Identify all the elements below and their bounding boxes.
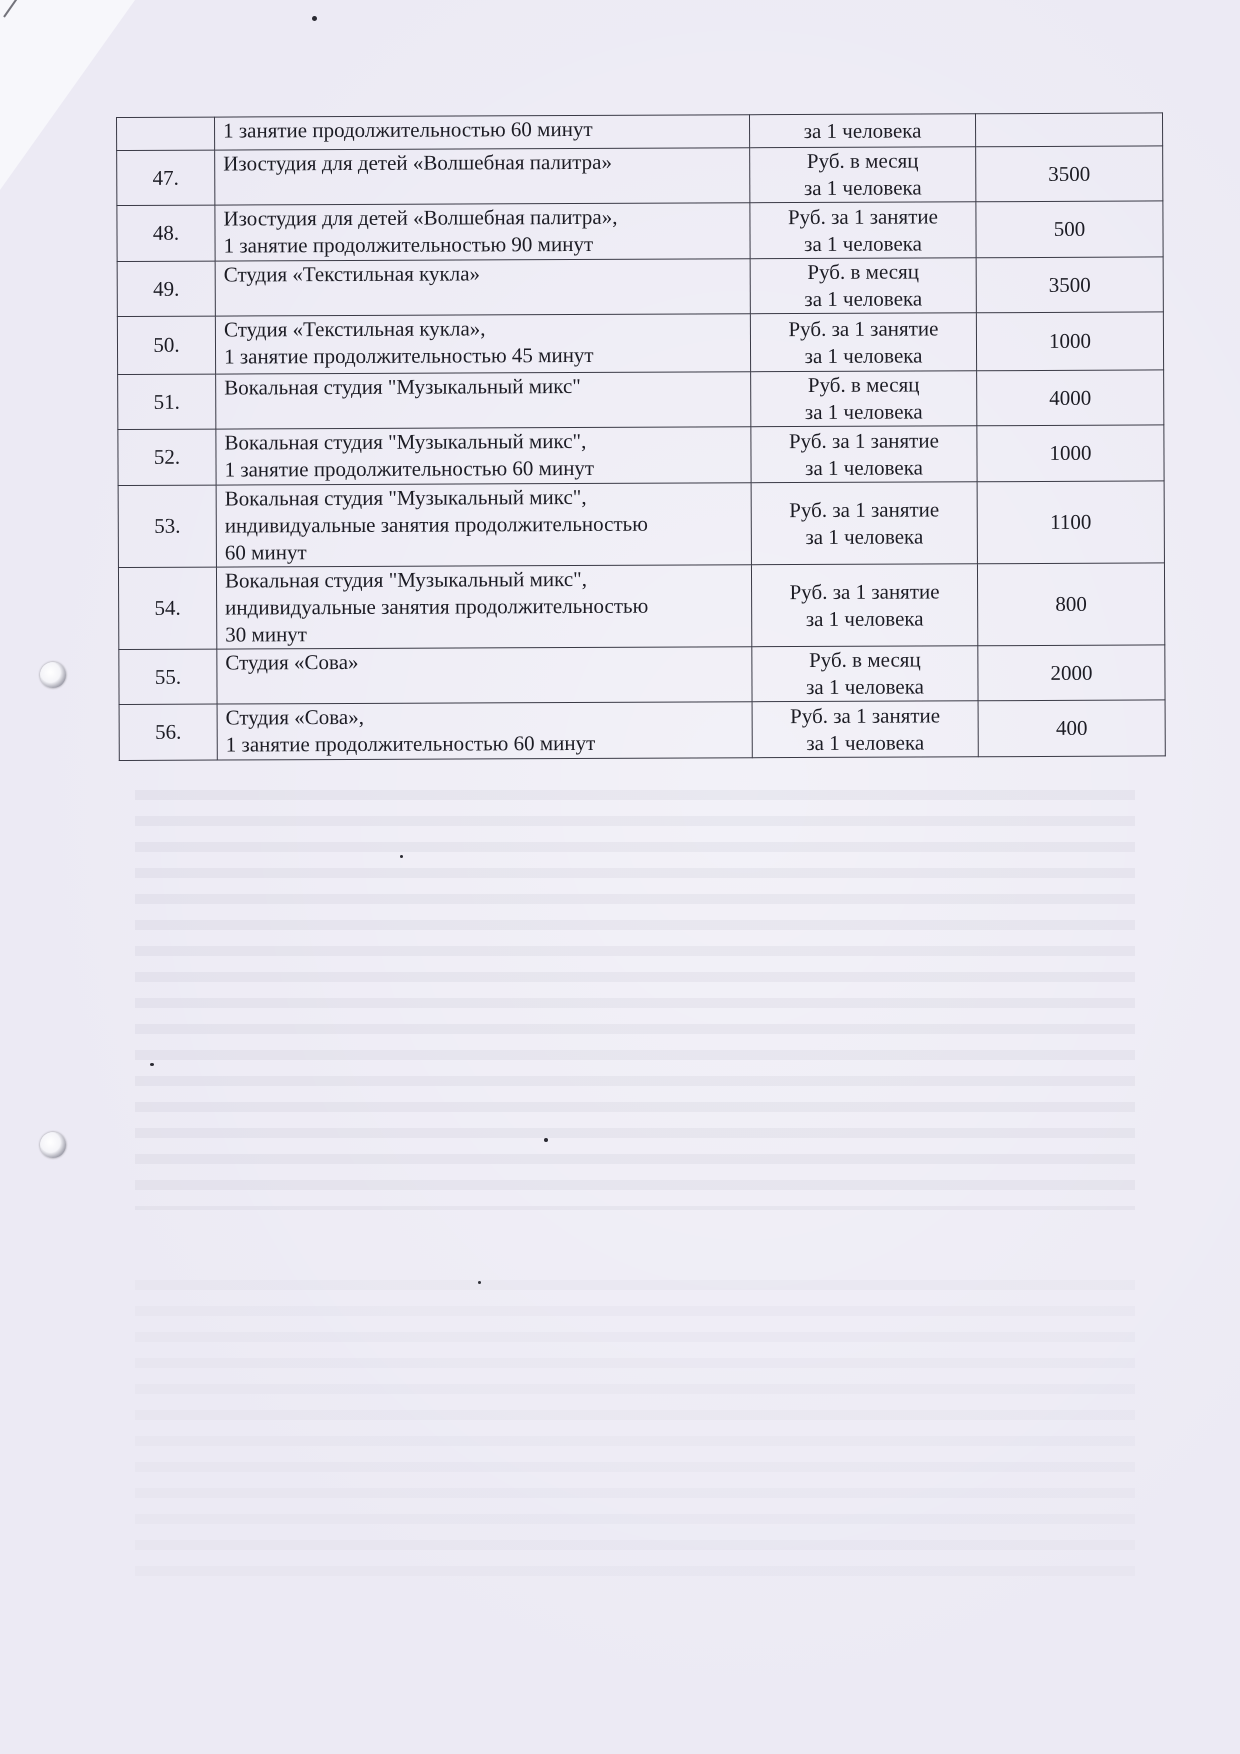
- service-name: [215, 259, 750, 316]
- row-number: 48.: [117, 205, 215, 261]
- bleed-through-text: [135, 790, 1135, 1210]
- folded-corner: [0, 0, 135, 190]
- price-value: 2000: [978, 645, 1165, 701]
- table-row: [118, 481, 1164, 568]
- unit-of-measure: [751, 371, 977, 427]
- service-name-line: Вокальная студия "Музыкальный микс",: [224, 484, 587, 511]
- unit-of-measure: [750, 313, 976, 372]
- price-value: 3500: [976, 146, 1163, 202]
- unit-line: Руб. за 1 занятие: [790, 702, 941, 728]
- row-number: 55.: [119, 649, 217, 704]
- table-row: [119, 645, 1165, 705]
- price-value: 1100: [977, 481, 1164, 564]
- service-name: [215, 203, 750, 261]
- row-number: 50.: [117, 316, 215, 374]
- unit-line: Руб. за 1 занятие: [788, 427, 939, 453]
- unit-line: Руб. в месяц: [807, 259, 920, 284]
- table-row: [117, 146, 1163, 206]
- unit-line: Руб. в месяц: [806, 148, 919, 173]
- unit-of-measure: [752, 701, 978, 758]
- table-row: [118, 563, 1164, 650]
- service-name-line: 1 занятие продолжительностью 90 минут: [223, 231, 594, 258]
- unit-line: Руб. за 1 занятие: [788, 315, 939, 341]
- unit-line: за 1 человека: [805, 523, 924, 549]
- service-name-line: Вокальная студия "Музыкальный микс",: [224, 428, 587, 455]
- unit-line: Руб. в месяц: [809, 647, 921, 672]
- unit-of-measure: [751, 564, 977, 647]
- row-number: 52.: [118, 429, 216, 485]
- price-table: [116, 112, 1166, 761]
- unit-of-measure: [750, 258, 976, 314]
- service-name: [215, 115, 750, 150]
- unit-line: за 1 человека: [803, 117, 922, 143]
- price-value: 400: [978, 700, 1165, 757]
- service-name: [217, 702, 752, 760]
- service-name-line: 1 занятие продолжительностью 60 минут: [225, 730, 596, 757]
- service-name: [216, 372, 751, 429]
- service-name-line: Студия «Сова»,: [225, 704, 365, 730]
- price-value: 500: [976, 201, 1163, 258]
- price-value: 800: [977, 563, 1164, 646]
- service-name-line: индивидуальные занятия продолжительностью: [224, 511, 648, 538]
- service-name-line: 1 занятие продолжительностью 60 минут: [223, 116, 593, 143]
- unit-line: за 1 человека: [804, 230, 923, 256]
- row-number: 56.: [119, 704, 217, 760]
- price-value: [975, 113, 1162, 147]
- service-name-line: Вокальная студия "Музыкальный микс",: [224, 566, 587, 593]
- unit-of-measure: [752, 646, 978, 702]
- unit-of-measure: [751, 482, 977, 565]
- service-name-line: 1 занятие продолжительностью 60 минут: [224, 455, 595, 482]
- row-number: [117, 117, 215, 150]
- service-name: [216, 427, 751, 485]
- service-name-line: Изостудия для детей «Волшебная палитра»: [223, 149, 612, 176]
- unit-of-measure: [749, 114, 975, 148]
- table-row: [117, 201, 1163, 262]
- unit-line: за 1 человека: [806, 674, 924, 699]
- unit-line: за 1 человека: [805, 605, 924, 631]
- unit-line: за 1 человека: [803, 175, 922, 200]
- punch-hole-top: [40, 662, 66, 688]
- price-value: 1000: [977, 425, 1164, 482]
- unit-line: за 1 человека: [804, 286, 923, 311]
- service-name: [215, 148, 750, 205]
- service-name: [216, 483, 751, 567]
- unit-line: за 1 человека: [805, 454, 923, 480]
- service-name: [217, 647, 752, 704]
- service-name-line: Студия «Сова»: [225, 649, 359, 675]
- row-number: 47.: [117, 150, 215, 205]
- table-row: [118, 425, 1164, 486]
- row-number: 53.: [118, 485, 216, 567]
- service-name-line: 60 минут: [224, 540, 307, 565]
- unit-of-measure: [751, 426, 977, 483]
- row-number: 49.: [117, 261, 215, 316]
- service-name-line: Студия «Текстильная кукла»,: [223, 316, 486, 342]
- unit-line: Руб. за 1 занятие: [789, 496, 940, 522]
- table-row: [119, 700, 1165, 761]
- table-row: [117, 312, 1163, 375]
- unit-line: Руб. в месяц: [807, 372, 920, 397]
- table-row: [117, 257, 1163, 317]
- unit-of-measure: [750, 147, 976, 203]
- price-table-body: [117, 113, 1166, 761]
- table-row: [117, 113, 1163, 151]
- punch-hole-bottom: [40, 1132, 66, 1158]
- price-value: 4000: [977, 370, 1164, 426]
- service-name: [216, 565, 751, 649]
- row-number: 51.: [118, 374, 216, 429]
- unit-line: за 1 человека: [806, 729, 925, 755]
- service-name-line: индивидуальные занятия продолжительностью: [225, 593, 649, 620]
- row-number: 54.: [118, 567, 216, 649]
- service-name: [215, 314, 750, 374]
- service-name-line: Изостудия для детей «Волшебная палитра»,: [223, 204, 618, 231]
- service-name-line: 1 занятие продолжительностью 45 минут: [223, 342, 594, 369]
- scan-speck: [312, 16, 317, 21]
- price-value: 1000: [976, 312, 1163, 371]
- unit-line: за 1 человека: [804, 399, 923, 424]
- price-value: 3500: [976, 257, 1163, 313]
- unit-of-measure: [750, 202, 976, 259]
- service-name-line: Вокальная студия "Музыкальный микс": [224, 373, 581, 400]
- unit-line: Руб. за 1 занятие: [787, 203, 938, 229]
- service-name-line: Студия «Текстильная кукла»: [223, 261, 481, 287]
- unit-line: за 1 человека: [804, 342, 923, 368]
- table-row: [118, 370, 1164, 430]
- unit-line: Руб. за 1 занятие: [789, 578, 940, 604]
- service-name-line: 30 минут: [225, 622, 308, 647]
- bleed-through-text-lower: [135, 1280, 1135, 1580]
